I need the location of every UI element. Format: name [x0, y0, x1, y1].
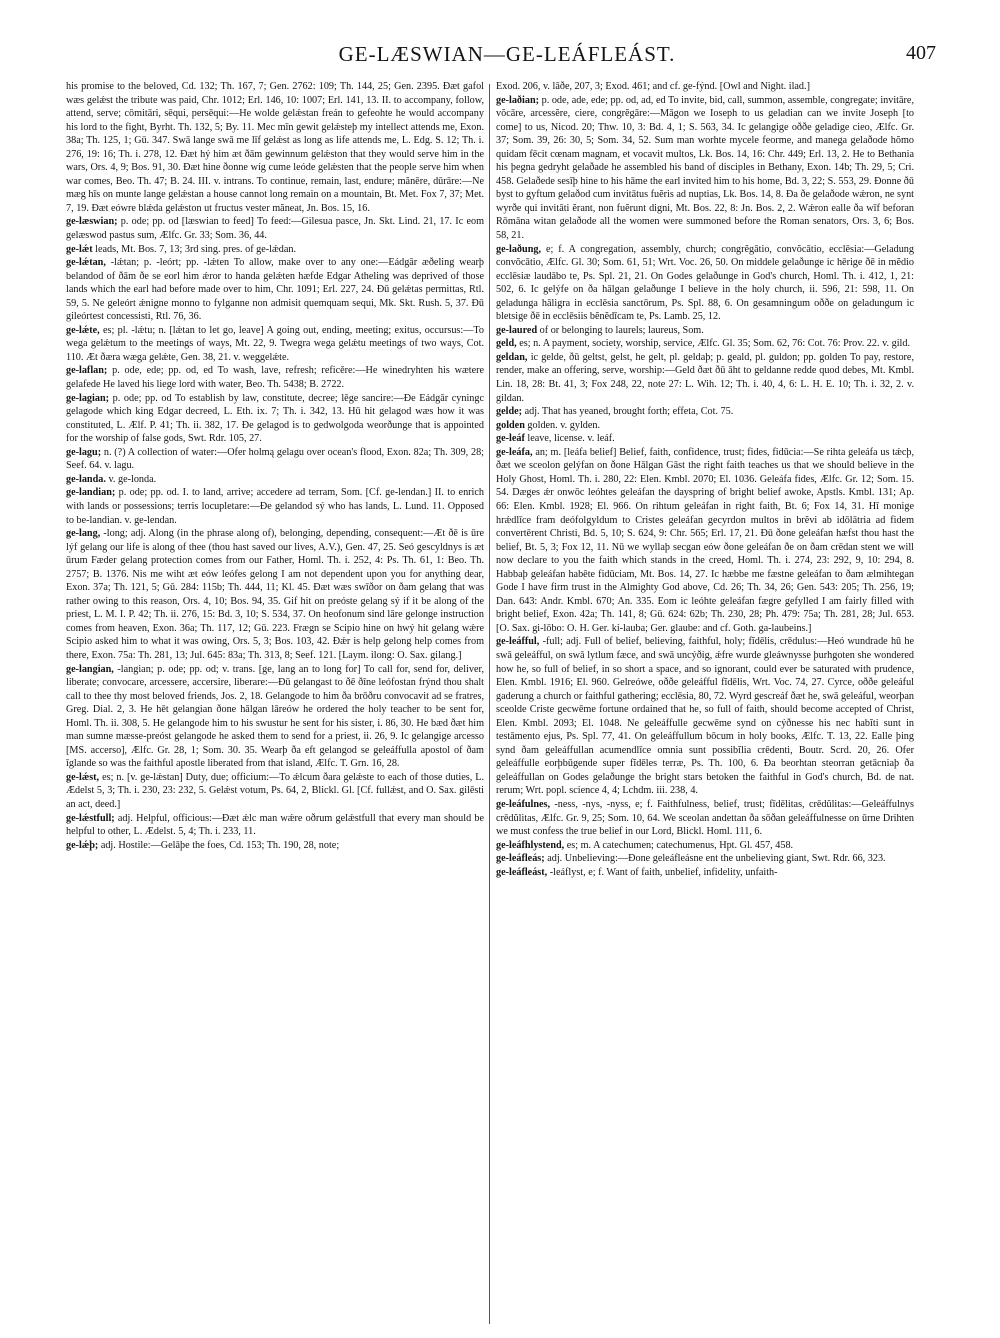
dictionary-entry — [66, 473, 484, 487]
entry-definition: p. ode; pp. od [læswian to feed] To feed:—Gilesua pasce, Jn. Skt. Lind. 21, 17. Ic eom gelæswod pastus sum, Ælfc. Gr. 33; Som. 36, 44. — [66, 216, 484, 242]
dictionary-entry — [66, 771, 484, 812]
entry-definition: p. ode, ede; pp. od, ed To wash, lave, refresh; reficěre:—He winedryhten his wætere gelafede He laved his liege lord with water, Beo. Th. 5438; B. 2722. — [66, 365, 484, 391]
dictionary-entry — [66, 392, 484, 446]
entry-definition: es; n. [v. ge-lǽstan] Duty, due; officium:—To ǽlcum ðara gelǽste to each of those duties, L. Ædelst 5, 3; Th. i. 230, 23: 232, 5. Gelǽst votum, Ps. 64, 2, Blickl. Gl. [Cf. fullǽst, and O. Sax. gilēsti an act, deed.] — [66, 771, 484, 810]
entry-definition: p. ode; pp. od To establish by law, constitute, decree; lēge sancire:—Ðe Eádgār cyningc gelagode which king Edgar decreed, L. Eth. ix. 7; Th. i. 342, 13. Hū hit gelagod wæs how it was constituted, L. Ælf. P. 41; Th. ii. 382, 17. Ðe gelagod is to gedwolgoda weorðunge that is appointed for the worship of false gods, Swt. Rdr. 105, 27. — [66, 392, 484, 445]
entry-definition: an; m. [leáfa belief] Belief, faith, confidence, trust; fides, fidūcia:—Se rihta geleáfa us tǽcþ, ðæt we sceolon gelýfan on ðone Hālgan Gāst the right faith teaches us that we should believe in the Holy Ghost, Homl. Th. i. 280, 22: Elen. Kmbl. 2070; El. 1036. Geleáfa fides, Ælfc. Gr. 12; Som. 15. 54. Dæges ǽr onwōc leóhtes geleáfan the dayspring of bright belief awoke, Apstls. Kmbl. 131; Ap. 66: Elen. Kmbl. 1928; El. 966. On rihtum geleáfan in right faith, Bt. 6; Fox 14, 31. Hī monige hrǽdlīce fram deófolgyldum to Cristes geleáfan gecyrdon multos in brĕvi ab idōlātria ad fidem convertērent Christi, Bd. 5, 10; S. 624, 9: Chr. 565; Erl. 17, 21. Ðū ðone geleáfan hæfst thou hast the belief, Bt. 5, 3; Fox 12, 11. Nū we wyllaþ secgan eów ðone geleáfan ðe on ðam crēdan stent we will now declare to you the faith which stands in the creed, Homl. Th. i. 274, 23: 292, 9, 10: 294, 8. Habbaþ geleáfan habēte fidūciam, Mt. Bos. 14, 27. Ic hæbbe me fæstne geleáfan to ðam ælmihtegan Gode I have firm trust in the Almighty God above, Cd. 26; Th. 34, 26; Gen. 543: 205; Th. 256, 19; Dan. 643: Andr. Kmbl. 670; An. 335. Eom ic leóhte geleáfan fægre gefylled I am fairly filled with bright belief, Exon. 42a; Th. 141, 8; Gū. 624: 62b; Th. 230, 28; Ph. 479: 75a; Th. 281, 28; Jul. 653. [O. Sax. gi-lōbo: O. H. Ger. ki-lauba; Ger. glaube: and cf. Goth. ga-laubeins.] — [496, 446, 914, 634]
dictionary-entry — [66, 486, 484, 527]
entry-headword: gelde; — [496, 406, 523, 418]
entry-headword: ge-laðian; — [496, 94, 540, 106]
dictionary-entry — [496, 405, 914, 419]
entry-definition: -langian; p. ode; pp. od; v. trans. [ge, lang an to long for] To call for, send for, deliver, liberate; convocare, arcessere, accersire, liberare:—Ðū gelangast to ðē ðīne leófostan frýnd thou shalt call to thee thy most beloved friends, Jos. 2, 18. Gelangode to him ða brōðru convocavit ad se fratres, Greg. Dial. 2, 3. He hēt gelangian ðone hālgan lāreów he ordered the holy teacher to be sent for, Homl. Th. ii. 308, 5. He gelangode him to his swustur he sent for his sister, i. 86, 30. He bæd ðæt him man sumne mæsse-preóst gelangode he asked them to send for a priest, ii. 26, 9. Ic gelangige arcesso [MS. accerso], Ælfc. Gr. 28, 1; Som. 30. 35. Wearþ ða eft gelangod se geleáffulla apostol of ðam īglande so was the faithful apostle liberated from that island, Ælfc. T. Grn. 16, 28. — [66, 663, 484, 770]
dictionary-entry — [496, 94, 914, 243]
entry-definition: adj. Helpful, officious:—Ðæt ǽlc man wǽre oðrum gelǽstfull that every man should be helpful to other, L. Ædelst. 5, 4; Th. i. 233, 11. — [66, 812, 484, 838]
entry-definition: of or belonging to laurels; laureus, Som. — [539, 324, 704, 336]
dictionary-entry — [66, 527, 484, 662]
entry-headword: ge-leáfleást, — [496, 866, 548, 878]
entry-headword: geldan, — [496, 351, 528, 363]
right-column — [496, 80, 914, 1330]
entry-definition: p. ode, ade, ede; pp. od, ad, ed To invite, bid, call, summon, assemble, congregate; invitāre, vŏcāre, arcessĕre, ciere, congrĕgāre:—Māgon we Ioseph to us geladian can we invite Joseph [to come] to us, Nicod. 20; Thw. 10, 3: Bd. 4, 1; S. 563, 34. Ic gelangige oððe geladige cieo, Ælfc. Gr. 37; Som. 39, 26: 30, 5; Som. 34, 52. Sum man worhte mycele feorme, and manega gelaðode hŏmo quidam fēcit cœnam magnam, et vocavit multos, Lk. Bos. 14, 16: Chr. 449; Erl. 13, 2. He to Bethania his þegna gedryht gelaðade he assembled his band of disciples in Bethany, Exon. 14b; Th. 29, 5; Cri. 458. Gelaðede sesīþ hine to his hāme the earl invited him to his home, Bd. 3, 22; S. 553, 29. Ðonne ðū byst to gyftum gelaðod cum invitātus fuĕris ad nuptias, Lk. Bos. 14, 8. Ða ðe gelaðode wǽron, ne synt wyrðe qui invitāti ĕrant, non fuĕrunt digni, Mt. Bos. 22, 8: Jn. Bos. 2, 2. Wǽron ealle ða wīf beforan Rōmāna witan gelaðode all the women were summoned before the Roman senators, Ors. 3, 6; Bos. 58, 21. — [496, 94, 914, 242]
dictionary-entry — [496, 635, 914, 798]
entry-headword: ge-lagian; — [66, 392, 110, 404]
entry-headword: ge-lǽstfull; — [66, 812, 115, 824]
entry-headword: ge-læswian; — [66, 216, 118, 228]
entry-definition: -long; adj. Along (in the phrase along of), belonging, depending, consequent:—Æt ðē is ūre lýf gelang our life is along of thee (thou hast saved our lives, A.V.), Gen. 47, 25. Seó gescyldnys is æt ūrum Fæder gelang protection comes from our Father, Homl. Th. i. 252, 4: Ps. Th. 61, 1: Beo. Th. 2757; B. 1376. Nis me wiht æt eów leófes gelong I am not dependent upon you for anything dear, Exon. 37a; Th. 121, 5; Gū. 284: 115b; Th. 444, 11; Kl. 45. Ðæt wæs swīðor on ðam gelang that was rather owing to this reason, Ors. 4, 10; Bos. 94, 35. Gif hit on preóste gelang sý if it be along of the priest, L. M. I. P. 42; Th. ii. 276, 15: Bd. 3, 10; S. 534, 37. On heofonum sind lāre gelonge instruction comes from heaven, Exon. 36a; Th. 117, 12; Gū. 223. Frægn se Scipio hine on hwý hit gelang wǽre Scipio asked him to what it was owing, Ors. 5, 3; Bos. 103, 42. Ðǽr is help gelong help comes from there, Exon. 75a: Th. 281, 13; Jul. 645: 83a; Th. 313, 8; Seef. 121. [Laym. ilong: O. Sax. gilang.] — [66, 528, 484, 661]
entry-headword: ge-landian; — [66, 487, 116, 499]
dictionary-entry — [496, 852, 914, 866]
entry-definition: leave, license. v. leáf. — [527, 433, 615, 445]
entry-headword: ge-lǽtan, — [66, 257, 106, 269]
dictionary-entry — [66, 80, 484, 215]
entry-definition: -leáflyst, e; f. Want of faith, unbelief, infidelity, unfaith- — [549, 866, 778, 878]
entry-headword: geld, — [496, 338, 517, 350]
entry-headword: ge-leáfhlystend, — [496, 839, 565, 851]
entry-definition: e; f. A congregation, assembly, church; congrĕgātio, convŏcātio, ecclēsia:—Geladung convŏcātio, Ælfc. Gl. 30; Som. 61, 51; Wrt. Voc. 26, 50. On middele gelaðunge ic hērige ðē in mĕdio ecclēsiæ laudābo te, Ps. Spl. 21, 21. On Godes gelaðunge in God's church, Homl. Th. i. 412, 1, 21: 502, 6. Ic gelýfe on ða hālgan gelaðunge I believe in the holy church, ii. 596, 21: 598, 11. On geladunga hāligra in ecclēsia sanctōrum, Ps. Spl. 88, 6. On gesamningum oððe on geladungum ic bletsige ðē in ecclēsiis bĕnĕdīcam te, Ps. Lamb. 25, 12. — [496, 243, 914, 323]
entry-definition: adj. That has yeaned, brought forth; effeta, Cot. 75. — [524, 406, 734, 418]
entry-headword: golden — [496, 419, 525, 431]
dictionary-entry — [496, 243, 914, 324]
left-column — [66, 80, 484, 1330]
dictionary-entry — [66, 324, 484, 365]
entry-headword: ge-leáfleás; — [496, 853, 545, 865]
entry-definition: -lǽtan; p. -leórt; pp. -lǽten To allow, make over to any one:—Eádgār æðeling wearþ belandod of ðām ðe se eorl him ǽror to handa gelǽten hæfde Edgar Atheling was deprived of those lands which the earl had before made over to him, Chr. 1091; Erl. 227, 24. Ðū gelǽtas permittas, Rtl. 59, 5. Ne geleórt ǽnigne monno to fylganne non admisit quemquam sequi, Mk. Skt. Rush. 5, 37. Ðū gileórtest concessisti, Rtl. 76, 36. — [66, 257, 484, 323]
running-head-title: GE-LÆSWIAN—GE-LEÁFLEÁST. — [338, 42, 676, 66]
dictionary-entry — [496, 419, 914, 433]
entry-headword: ge-leáfa, — [496, 446, 533, 458]
page-header — [78, 42, 936, 72]
entry-definition: adj. Hostile:—Gelāþe the foes, Cd. 153; Th. 190, 28, note; — [100, 839, 340, 851]
dictionary-entry — [496, 798, 914, 839]
entry-headword: ge-leáfulnes, — [496, 798, 551, 810]
entry-headword: ge-lang, — [66, 528, 101, 540]
dictionary-entry — [66, 663, 484, 771]
entry-definition: -ness, -nys, -nyss, e; f. Faithfulness, belief, trust; fīdēlitas, crēdŭlitas:—Geleáffulnys crēdŭlitas, Ælfc. Gr. 9, 25; Som. 10, 64. We sceolan andettan ða sōðan geleáffulnesse on ūrne Drihten we must confess the true belief in our Lord, Blickl. Homl. 111, 6. — [496, 798, 914, 838]
entry-definition: adj. Unbelieving:—Ðone geleáfleásne ent the unbelieving giant, Swt. Rdr. 66, 323. — [547, 853, 886, 865]
entry-definition: n. (?) A collection of water:—Ofer holmą gelagu over ocean's flood, Exon. 82a; Th. 309, 28; Seef. 64. v. lagu. — [66, 446, 484, 472]
entry-headword: ge-langian, — [66, 663, 114, 675]
entry-definition: es; n. A payment, society, worship, service, Ælfc. Gl. 35; Som. 62, 76: Cot. 76: Prov. 22. v. gild. — [519, 338, 910, 350]
dictionary-entry — [66, 215, 484, 242]
dictionary-entry — [496, 80, 914, 94]
entry-headword: ge-lǽst, — [66, 771, 100, 783]
column-divider — [489, 84, 490, 1324]
dictionary-entry — [496, 351, 914, 405]
entry-definition: v. ge-londa. — [108, 473, 157, 485]
dictionary-entry — [66, 364, 484, 391]
entry-headword: ge-laured — [496, 324, 538, 336]
entry-headword: ge-lǽte, — [66, 324, 100, 336]
entry-definition: -full; adj. Full of belief, believing, faithful, holy; fĭdēlis, crēdulus:—Heó wundrade hū he swā geleáfful, on swā lytlum fæce, and swā uncýðig, ǽfre wurde gleáwnysse þurhgoten she wondered how he, so full of belief, in so short a space, and so ignorant, could ever be saturated with prudence, Elen. Kmbl. 1916; El. 960. Gelreówe, oððe geleáfful fĭdēlis, Wrt. Voc. 74, 27. Cyrce, oððe geleáful gaderung a church or faithful gathering; ecclēsia, 80, 72. Wyrd gescreáf ðæt he, swā geleáful, weorþan sceolde Criste gecwēme fortune ordained that he, so full of faith, should become accepted of Christ, Elen. Kmbl. 2093; El. 1048. Ne geleáffulle gecwēme synd on cýðnesse his nec habĭti sunt in testāmento ejus, Ps. Spl. 77, 41. On geleáffullum bōcum in holy books, Ælfc. T. 13, 22. Ealle þing synd ðam geleáffullan acumendlīce omnia sunt possibĭlia crēdenti, Boutr. Scrd. 20, 26. Ofer geleáffulle eorþbūgende super fĭdēles terræ, Ps. Th. 100, 6. Ða beorhtan steorran getācniaþ ða geleáffullan on Godes gelaðunge the bright stars betoken the faithful in God's church, Bd. de nat. rerum; Wrt. popl. science 4, 4; Lchdm. iii. 238, 4. — [496, 636, 914, 797]
entry-headword: ge-laðung, — [496, 243, 541, 255]
dictionary-entry — [66, 812, 484, 839]
entry-definition: ic gelde, ðū geltst, gelst, he gelt, pl. geldaþ; p. geald, pl. guldon; pp. golden To pay, restore, render, make an offering, serve, worship:—Geld ðæt ðū āht to geldanne redde quod debes, Mt. Kmbl. Lin. 18, 28: Bt. 41, 3; Fox 248, 22, note 27: L. Wih. 12; Th. i. 40, 4, 6: L. H. E. 10; Th. i. 32, 2. v. gildan. — [496, 351, 914, 404]
entry-definition: his promise to the beloved, Cd. 132; Th. 167, 7; Gen. 2762: 109; Th. 144, 25; Gen. 2395. Ðæt gafol wæs gelǽst the tribute was paid, Chr. 1012; Erl. 146, 10: 1007; Erl. 141, 13. II. to accompany, follow, attend, serve; cōmitāri, sēqui, persēqui:—He wolde gelǽstan freán to gefeohte he would accompany his lord to the fight, Byrht. Th. 132, 5; By. 11. Mec mīn gewit gelǽsteþ my intellect attends me, Exon. 38a; Th. 125, 1; Gū. 347. Swā lange swā me līf gelǽst as long as life attends me, L. Edg. S. 12; Th. i. 276, 19: 16; Th. i. 278, 12. Ðæt hý him æt ðām gewinnum gelǽston that they would serve him in the wars, Ors. 4, 9; Bos. 91, 30. Ðæt hine ðonne wíg cume leóde gelǽsten that the people serve him when war comes, Beo. Th. 47; B. 24. III. v. intrans. To continue, remain, last, endure; mănēre, dūrāre:—Ne mæg hīs on munte lange gelǽstan a house cannot long remain on a mountain, Bt. Met. Fox 7, 37; Met. 7, 19. Ðæt eówre blǽda gelǽston ut fructus vester măneat, Jn. Bos. 15, 16. — [66, 81, 484, 214]
dictionary-entry — [496, 839, 914, 853]
entry-definition: es; pl. -lǽtu; n. [lǽtan to let go, leave] A going out, ending, meeting; exitus, occursus:—To wega gelǽtum to the meetings of ways, Mt. 22, 9. Twegra wega gelǽtu meetings of two ways, Cot. 110. Æt ðæra wæga gelǽte, Gen. 38, 21. v. weggelǽte. — [66, 324, 484, 363]
entry-headword: ge-landa. — [66, 473, 106, 485]
dictionary-entry — [496, 432, 914, 446]
entry-headword: ge-lagu; — [66, 446, 102, 458]
entry-headword: ge-leáfful, — [496, 636, 540, 648]
entry-definition: Exod. 206, v. lāðe, 207, 3; Exod. 461; and cf. ge-fýnd. [Owl and Night. ilad.] — [496, 81, 810, 92]
entry-definition: golden. v. gylden. — [527, 419, 601, 431]
dictionary-entry — [496, 324, 914, 338]
dictionary-entry — [496, 866, 914, 880]
entry-headword: ge-laflan; — [66, 365, 108, 377]
page-number: 407 — [906, 42, 936, 64]
dictionary-entry — [496, 446, 914, 636]
entry-headword: ge-leáf — [496, 433, 525, 445]
dictionary-entry — [66, 243, 484, 257]
dictionary-entry — [66, 446, 484, 473]
dictionary-entry — [66, 256, 484, 324]
entry-definition: p. ode; pp. od. I. to land, arrive; accedere ad terram, Som. [Cf. ge-lendan.] II. to enrich with lands or possessions; terris locupletare:—Ðe gelandod sý who has lands, L. Lund. 11. Opposed to be-landian. v. ge-lendan. — [66, 487, 484, 526]
entry-headword: ge-lǽþ; — [66, 839, 99, 851]
entry-definition: es; m. A catechumen; catechumenus, Hpt. Gl. 457, 458. — [566, 839, 794, 851]
entry-headword: ge-lǽt — [66, 243, 93, 255]
dictionary-entry — [66, 839, 484, 853]
dictionary-entry — [496, 337, 914, 351]
entry-definition: leads, Mt. Bos. 7, 13; 3rd sing. pres. of ge-lǽdan. — [95, 243, 297, 255]
